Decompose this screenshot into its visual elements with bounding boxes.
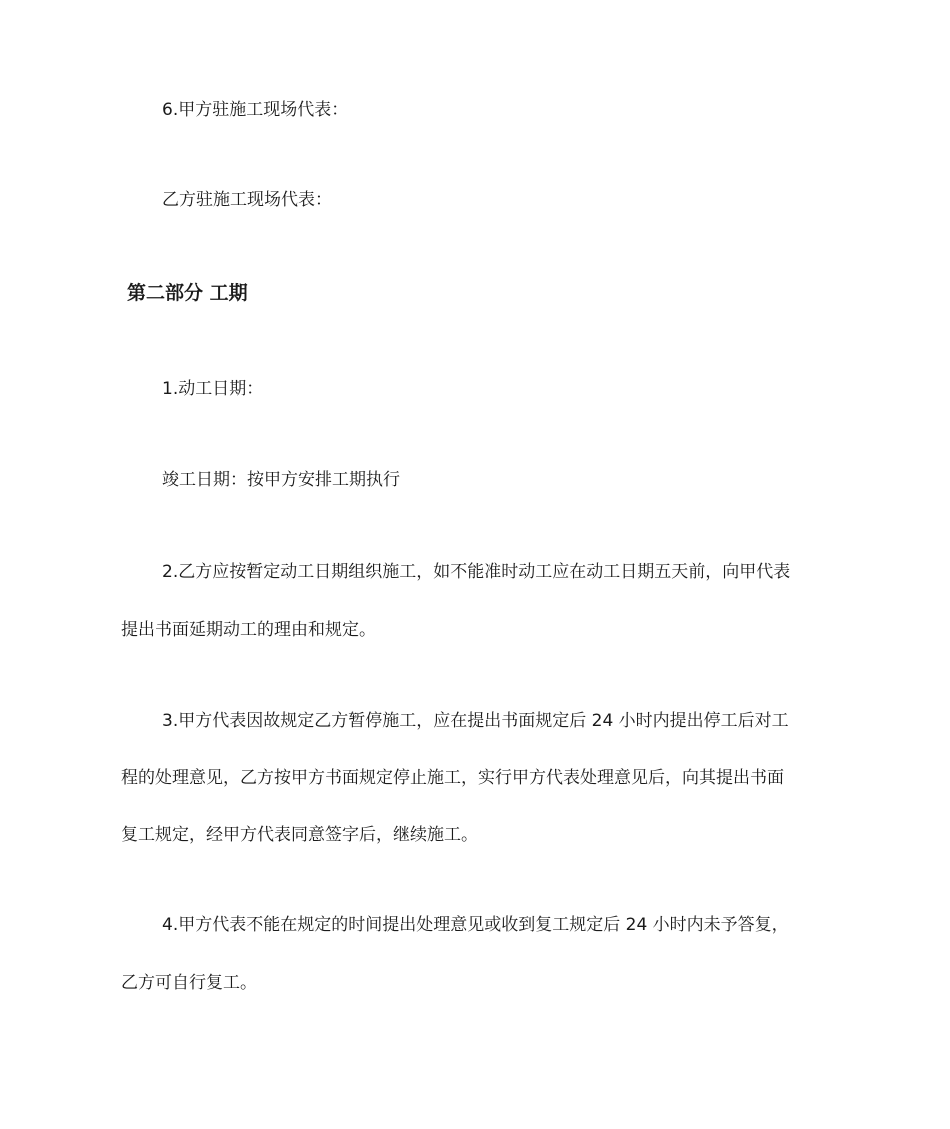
- item1-start-date: 1.动工日期：: [162, 379, 264, 399]
- item6-party-b-representative: 乙方驻施工现场代表：: [162, 190, 332, 210]
- item3-paragraph-line: 程的处理意见，乙方按甲方书面规定停止施工，实行甲方代表处理意见后，向其提出书面: [121, 768, 784, 788]
- section-title: 第二部分 工期: [127, 282, 248, 304]
- item2-paragraph-line: 提出书面延期动工的理由和规定。: [121, 620, 376, 640]
- item3-paragraph-line: 3.甲方代表因故规定乙方暂停施工，应在提出书面规定后 24 小时内提出停工后对工: [162, 711, 789, 731]
- item3-paragraph-line: 复工规定，经甲方代表同意签字后，继续施工。: [121, 825, 478, 845]
- item4-paragraph-line: 乙方可自行复工。: [121, 973, 257, 993]
- item6-party-a-representative: 6.甲方驻施工现场代表：: [162, 100, 349, 120]
- item4-paragraph-line: 4.甲方代表不能在规定的时间提出处理意见或收到复工规定后 24 小时内未予答复，: [162, 915, 789, 935]
- item1-completion-date: 竣工日期：按甲方安排工期执行: [162, 470, 400, 490]
- item2-paragraph-line: 2.乙方应按暂定动工日期组织施工，如不能准时动工应在动工日期五天前，向甲代表: [162, 562, 791, 582]
